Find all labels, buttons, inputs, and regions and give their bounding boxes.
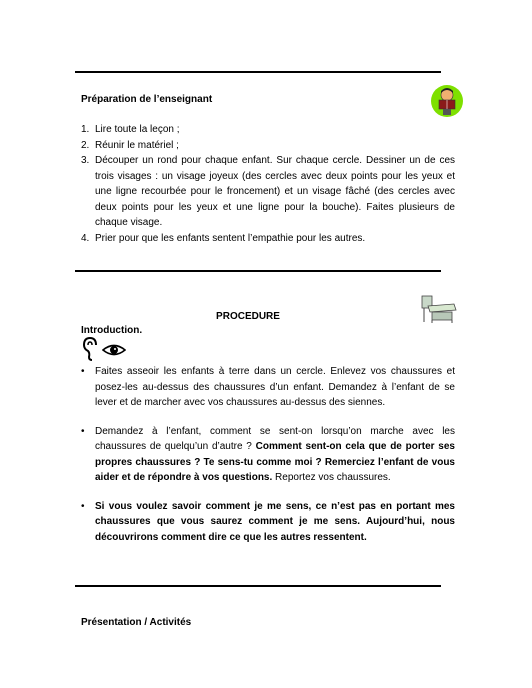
list-item: 1. Lire toute la leçon ; [81, 124, 180, 135]
list-item: • Demandez à l’enfant, comment se sent-on lorsqu’on marche avec les chaussures de quelqu’un d’autre ? Comment sent-on cela que de porter ses propres chaussures ? Te sens-tu comme moi ? Remerciez l’enfant de vous aider et de répondre à vos questions. Reportez vos chaussures. [81, 425, 455, 483]
list-item: 3. Découper un rond pour chaque enfant. Sur chaque cercle. Dessiner un de ces trois visages : un visage joyeux (des cercles avec deux points pour les yeux et une ligne recourbée pour le froncement) et un visage fâché (des cercles avec deux points pour les yeux et une ligne pour la bouche). Faites plusieurs de chaque visage. [81, 155, 455, 228]
procedure-bullets [81, 364, 455, 558]
list-item: 4. Prier pour que les enfants sentent l’empathie pour les autres. [81, 232, 366, 244]
presentation-heading: Présentation / Activités [81, 617, 192, 628]
school-desk-icon [418, 294, 458, 324]
procedure-title: PROCEDURE [216, 311, 280, 322]
list-item: • Si vous voulez savoir comment je me sens, ce n’est pas en portant mes chaussures que vous saurez comment je me sens. Aujourd’hui, nous découvrirons comment dire ce que les autres ressentent. [81, 500, 455, 543]
list-item: 2. Réunir le matériel ; [81, 139, 179, 151]
preparation-steps [81, 122, 455, 246]
divider-middle [75, 270, 441, 272]
teacher-reading-icon [430, 84, 464, 118]
ear-icon [82, 337, 100, 361]
eye-icon [102, 342, 126, 358]
list-item: • Faites asseoir les enfants à terre dans un cercle. Enlevez vos chaussures et posez-les au-dessus des chaussures d’un enfant. Demandez à l’enfant de se lever et de marcher avec vos chaussures au-dessus des siennes. [81, 366, 455, 408]
preparation-heading: Préparation de l’enseignant [81, 94, 213, 105]
divider-top [75, 71, 441, 73]
divider-bottom [75, 585, 441, 587]
introduction-heading: Introduction. [81, 325, 143, 336]
